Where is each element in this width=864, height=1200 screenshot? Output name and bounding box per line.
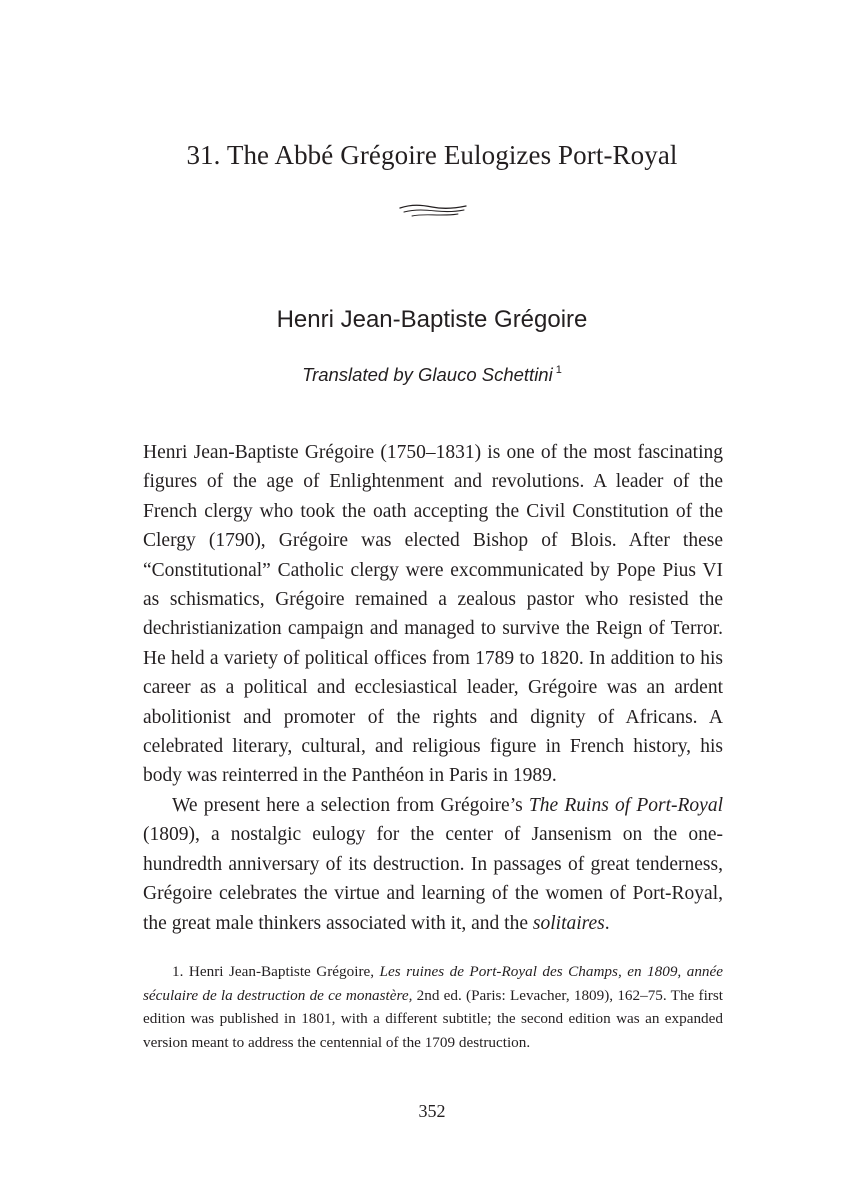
translator-line xyxy=(0,364,864,386)
footnote-ref: 1 xyxy=(555,364,562,376)
book-title: The Ruins of Port-Royal xyxy=(528,794,723,816)
footnote: 1. Henri Jean-Baptiste Grégoire, Les ruines de Port-Royal des Champs, en 1809, année séculaire de la destruction de ce monastère, 2nd ed. (Paris: Levacher, 1809), 162–75. The first edition was published in 1801, with a different subtitle; the second edition was an expanded version meant to address the centennial of the 1709 destruction. xyxy=(143,963,723,1051)
footnote-source-title: Les ruines de Port-Royal des Champs, en 1809, année séculaire de la destruction de ce monastère, xyxy=(143,963,723,1004)
term-solitaires: solitaires xyxy=(532,912,605,934)
footnote-number: 1. xyxy=(172,963,184,980)
page-number: 352 xyxy=(418,1101,446,1121)
paragraph-1: Henri Jean-Baptiste Grégoire (1750–1831) is one of the most fascinating figures of the age of Enlightenment and revolutions. A leader of the French clergy who took the oath accepting the Civil Constitution of the Clergy (1790), Grégoire was elected Bishop of Blois. After these “Constitutional” Catholic clergy were excommunicated by Pope Pius VI as schismatics, Grégoire remained a zealous pastor who resisted the dechristianization campaign and managed to survive the Reign of Terror. He held a variety of political offices from 1789 to 1820. In addition to his career as a political and ecclesiastical leader, Grégoire was an ardent abolitionist and promoter of the rights and dignity of Africans. A celebrated literary, cultural, and religious figure in French history, his body was reinterred in the Panthéon in Paris in 1989. xyxy=(143,442,723,787)
author-name: Henri Jean-Baptiste Grégoire xyxy=(276,306,588,333)
paragraph-2: We present here a selection from Grégoire’s The Ruins of Port-Royal (1809), a nostalgic eulogy for the center of Jansenism on the one-hundredth anniversary of its destruction. In passages of great tenderness, Grégoire celebrates the virtue and learning of the women of Port-Royal, the great male thinkers associated with it, and the solitaires. xyxy=(143,794,723,934)
translator-label: Translated by Glauco Schettini xyxy=(302,364,553,385)
chapter-title: 31. The Abbé Grégoire Eulogizes Port-Royal xyxy=(186,140,678,170)
wave-ornament-icon xyxy=(398,198,468,222)
intro-text xyxy=(143,438,723,938)
